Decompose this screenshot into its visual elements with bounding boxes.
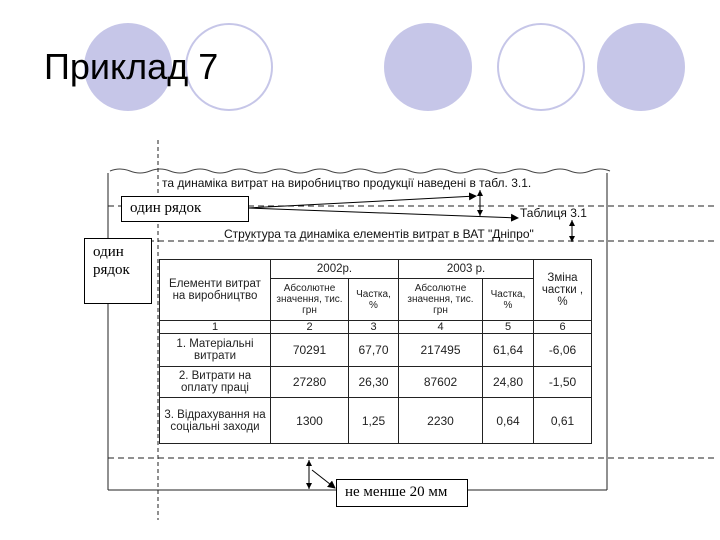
abs-2003-cell: 217495 [399, 334, 483, 367]
share-2003-cell: 24,80 [483, 367, 534, 398]
header-change: Зміна частки , % [534, 260, 592, 321]
row-name: 3. Відрахування на соціальні заходи [160, 398, 271, 444]
slide-title: Приклад 7 [44, 46, 219, 87]
document-top-text: та динаміка витрат на виробництво продукції наведені в табл. 3.1. [162, 176, 532, 190]
row-name: 1. Матеріальні витрати [160, 334, 271, 367]
table-row [160, 367, 592, 398]
change-cell: -1,50 [534, 367, 592, 398]
table-row [160, 398, 592, 444]
share-2002-cell: 67,70 [349, 334, 399, 367]
costs-table [159, 259, 592, 444]
header-abs-2002: Абсолютне значення, тис. грн [271, 279, 349, 321]
annotation-text: не менше 20 мм [345, 484, 448, 500]
arrow [312, 470, 335, 488]
column-number: 1 [160, 321, 271, 334]
abs-2002-cell: 1300 [271, 398, 349, 444]
annotation-bottom-margin [336, 479, 468, 507]
abs-2002-cell: 70291 [271, 334, 349, 367]
share-2003-cell: 61,64 [483, 334, 534, 367]
header-share-2003: Частка, % [483, 279, 534, 321]
change-cell: 0,61 [534, 398, 592, 444]
row-name: 2. Витрати на оплату праці [160, 367, 271, 398]
share-2003-cell: 0,64 [483, 398, 534, 444]
numbering-row [160, 321, 592, 334]
abs-2003-cell: 87602 [399, 367, 483, 398]
column-number: 5 [483, 321, 534, 334]
column-number: 4 [399, 321, 483, 334]
change-cell: -6,06 [534, 334, 592, 367]
annotation-one-line-top [121, 196, 249, 222]
table-label: Таблиця 3.1 [520, 206, 587, 220]
column-number: 6 [534, 321, 592, 334]
column-number: 3 [349, 321, 399, 334]
annotation-text: один рядок [130, 200, 202, 216]
arrow [248, 208, 518, 218]
annotation-text: один рядок [93, 244, 130, 278]
abs-2002-cell: 27280 [271, 367, 349, 398]
abs-2003-cell: 2230 [399, 398, 483, 444]
table-row [160, 334, 592, 367]
header-year-2002: 2002р. [271, 260, 399, 279]
header-year-2003: 2003 р. [399, 260, 534, 279]
share-2002-cell: 1,25 [349, 398, 399, 444]
table-caption: Структура та динаміка елементів витрат в ВАТ "Дніпро" [224, 227, 534, 241]
header-elements: Елементи витрат на виробництво [160, 260, 271, 321]
annotation-one-line-left [84, 238, 152, 304]
header-share-2002: Частка, % [349, 279, 399, 321]
column-number: 2 [271, 321, 349, 334]
page-tear-line [110, 169, 610, 173]
header-abs-2003: Абсолютне значення, тис. грн [399, 279, 483, 321]
share-2002-cell: 26,30 [349, 367, 399, 398]
